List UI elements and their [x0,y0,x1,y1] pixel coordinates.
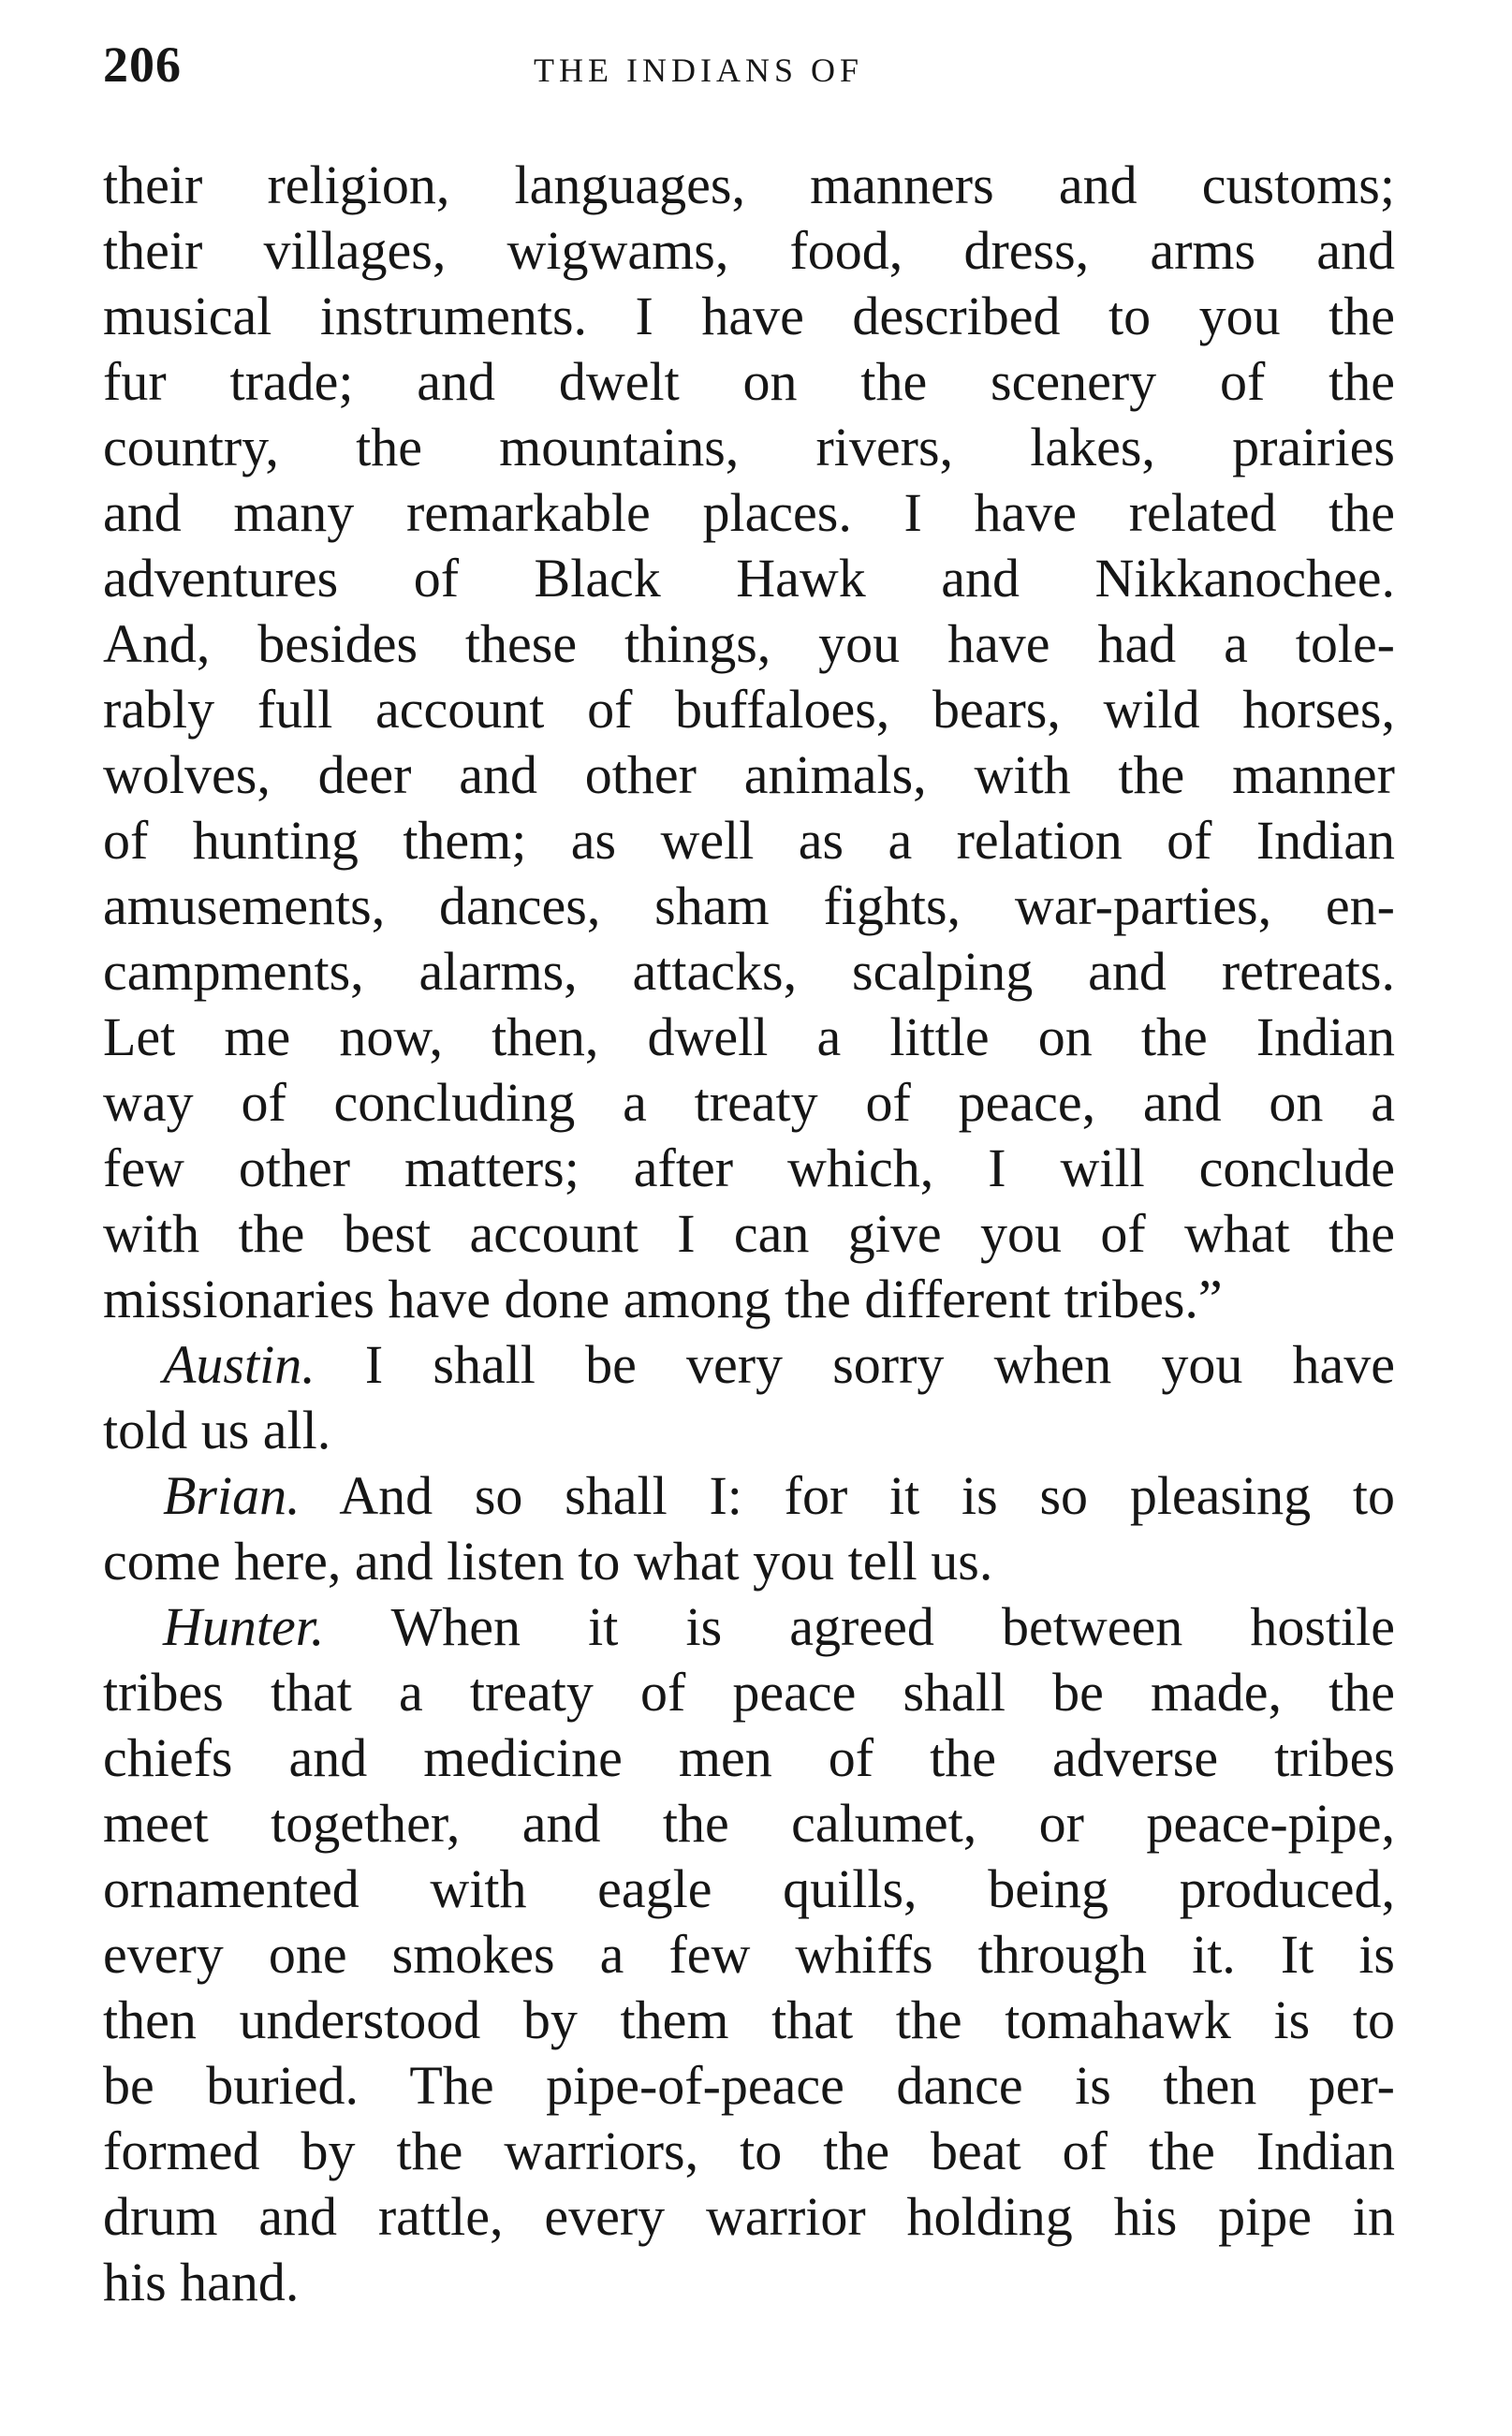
text-line: And, besides these things, you have had a tole- [103,613,1395,674]
speech-text: And so shall I: for it is so pleasing to [339,1465,1395,1526]
text-line [103,1594,1395,1660]
text-line: formed by the warriors, to the beat of the Indian [103,2120,1395,2181]
text-line: adventures of Black Hawk and Nikkanochee. [103,548,1395,609]
text-line: few other matters; after which, I will conclude [103,1137,1395,1198]
speech-text: I shall be very sorry when you have [364,1334,1395,1395]
text-line: every one smokes a few whiffs through it. It is [103,1924,1395,1985]
text-line: and many remarkable places. I have related the [103,482,1395,543]
text-line: of hunting them; as well as a relation of Indian [103,810,1395,871]
page-number: 206 [103,37,182,93]
paragraph-narrative [103,153,1395,1332]
text-line: told us all. [103,1400,331,1460]
text-line: wolves, deer and other animals, with the manner [103,744,1395,805]
page-header [103,36,1395,110]
text-line: their religion, languages, manners and customs; [103,154,1395,215]
speaker-name: Austin. [163,1334,316,1395]
paragraph-hunter [103,1594,1395,2315]
text-line: way of concluding a treaty of peace, and on a [103,1072,1395,1133]
text-line: musical instruments. I have described to you the [103,286,1395,346]
running-head: THE INDIANS OF [534,51,863,89]
paragraph-austin [103,1332,1395,1463]
speech-text: When it is agreed between hostile [390,1596,1395,1657]
text-line [103,1332,1395,1398]
text-line: meet together, and the calumet, or peace-pipe, [103,1793,1395,1854]
text-line: chiefs and medicine men of the adverse tribes [103,1727,1395,1788]
text-line: tribes that a treaty of peace shall be made, the [103,1662,1395,1723]
text-line: rably full account of buffaloes, bears, wild horses, [103,679,1395,740]
speaker-name: Hunter. [163,1596,325,1657]
text-line: missionaries have done among the different tribes.” [103,1269,1223,1329]
text-line: ornamented with eagle quills, being produced, [103,1858,1395,1919]
text-line: with the best account I can give you of what the [103,1203,1395,1264]
speaker-name: Brian. [163,1465,301,1526]
text-line [103,1463,1395,1529]
text-line: come here, and listen to what you tell us. [103,1531,993,1592]
text-line: campments, alarms, attacks, scalping and retreats. [103,941,1395,1002]
text-line: country, the mountains, rivers, lakes, prairies [103,417,1395,477]
text-line: drum and rattle, every warrior holding his pipe in [103,2186,1395,2247]
text-line: then understood by them that the tomahawk is to [103,1989,1395,2050]
text-line: Let me now, then, dwell a little on the Indian [103,1006,1395,1067]
text-line: amusements, dances, sham fights, war-parties, en- [103,875,1395,936]
text-line: their villages, wigwams, food, dress, arms and [103,220,1395,281]
body-text [103,153,1395,2315]
paragraph-brian [103,1463,1395,1594]
text-line: his hand. [103,2252,300,2312]
text-line: be buried. The pipe-of-peace dance is then per- [103,2055,1395,2116]
text-line: fur trade; and dwelt on the scenery of the [103,351,1395,412]
